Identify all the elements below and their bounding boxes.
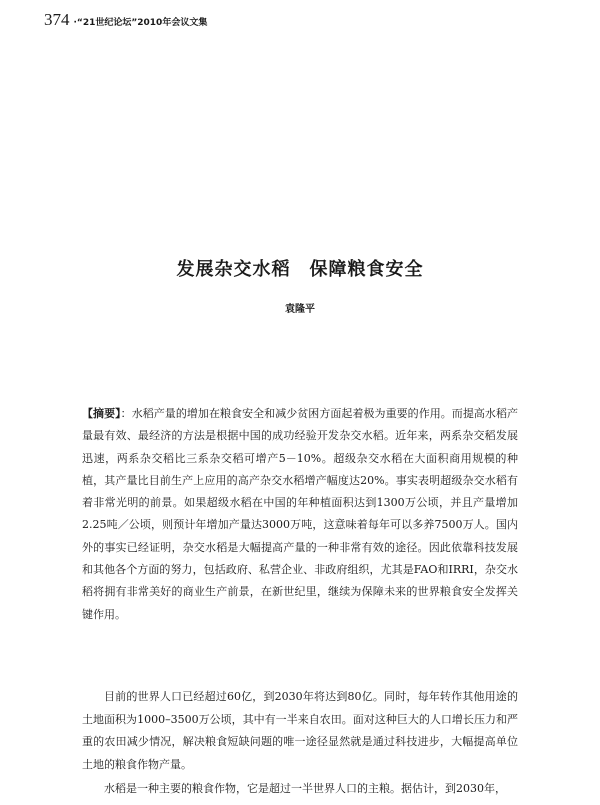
author-name: 袁隆平 (285, 304, 315, 315)
page-number: 374 (44, 10, 70, 29)
body-paragraph: 目前的世界人口已经超过60亿，到2030年将达到80亿。同时，每年转作其他用途的土地面积为1000–3500万公顷，其中有一半来自农田。面对这种巨大的人口增长压力和严重的农田减少情况，解决粮食短缺问题的唯一途径显然就是通过科技进步，大幅提高单位土地的粮食作物产量。 (82, 690, 518, 771)
abstract-label: 【摘要】 (82, 407, 121, 420)
running-header (44, 10, 207, 30)
article-title: 发展杂交水稻 保障粮食安全 (176, 259, 424, 281)
running-head: ·“21世纪论坛”2010年会议文集 (73, 18, 208, 28)
abstract-text: ：水稻产量的增加在粮食安全和减少贫困方面起着极为重要的作用。而提高水稻产量最有效、最经济的方法是根据中国的成功经验开发杂交水稻。近年来，两系杂交稻发展迅速，两系杂交稻比三系杂交稻可增产5－10%。超级杂交水稻在大面积商用规模的种植，其产量比目前生产上应用的高产杂交水稻增产幅度达20%。事实表明超级杂交水稻有着非常光明的前景。如果超级水稻在中国的年种植面积达到1300万公顷，并且产量增加2.25吨／公顷，则预计年增加产量达3000万吨，这意味着每年可以多养7500万人。国内外的事实已经证明，杂交水稻是大幅提高产量的一种非常有效的途径。因此依靠科技发展和其他各个方面的努力，包括政府、私营企业、非政府组织，尤其是FAO和IRRI，杂交水稻将拥有非常美好的商业生产前景，在新世纪里，继续为保障未来的世界粮食安全发挥关键作用。 (82, 407, 518, 621)
body-paragraph: 水稻是一种主要的粮食作物，它是超过一半世界人口的主粮。据估计，到2030年， (104, 782, 506, 795)
body-text (82, 686, 518, 801)
abstract (82, 403, 518, 626)
